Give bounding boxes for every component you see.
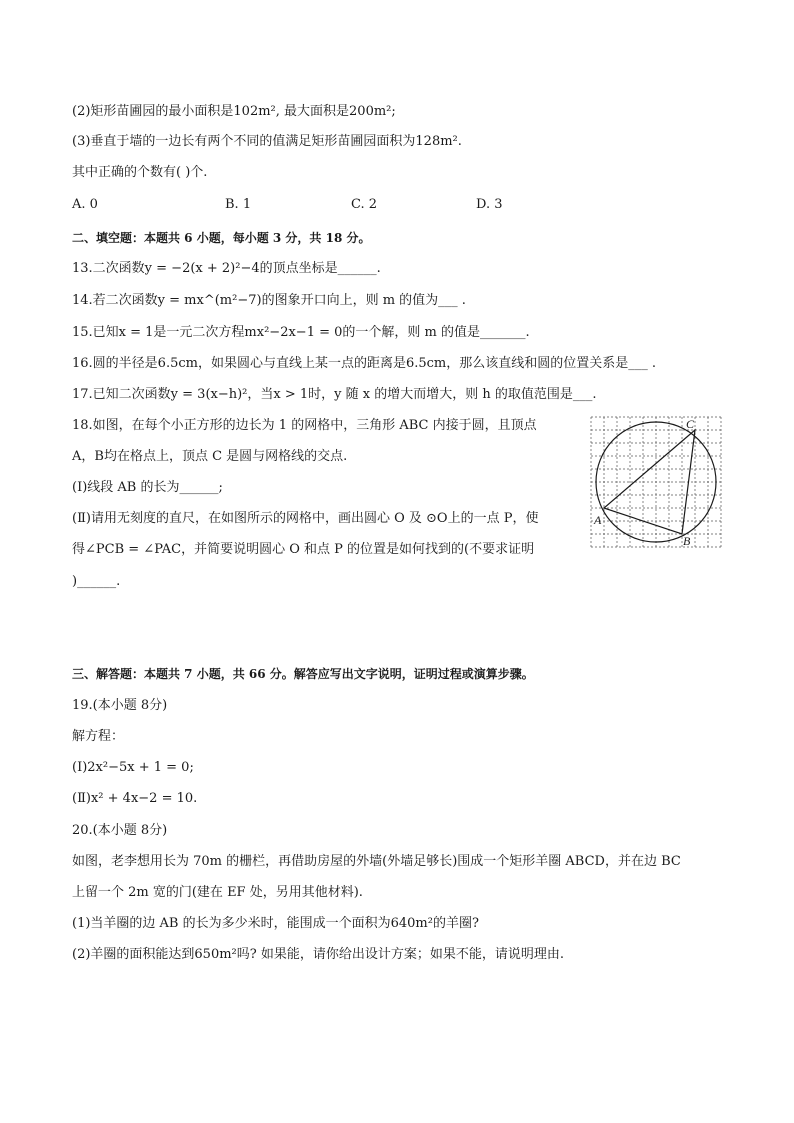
q18-figure <box>588 414 723 549</box>
q13-text: 13.二次函数y = −2(x + 2)²−4的顶点坐标是______. <box>72 261 381 276</box>
q20-stem-1: 如图，老李想用长为 70m 的栅栏，再借助房屋的外墙(外墙足够长)围成一个矩形羊圈 ABCD，并在边 BC <box>72 854 681 869</box>
q15-text: 15.已知x = 1是一元二次方程mx²−2x−1 = 0的一个解，则 m 的值是_______. <box>72 325 530 340</box>
section2-heading: 二、填空题：本题共 6 小题，每小题 3 分，共 18 分。 <box>72 231 371 245</box>
triangle-abc <box>604 430 695 534</box>
q19-instruction: 解方程： <box>72 729 125 744</box>
q18-part-2b: 得∠PCB = ∠PAC，并简要说明圆心 O 和点 P 的位置是如何找到的(不要求证明 <box>72 542 535 557</box>
q20-header: 20.(本小题 8分) <box>72 823 168 838</box>
q12-item-3: (3)垂直于墙的一边长有两个不同的值满足矩形苗圃园面积为128m². <box>72 134 462 149</box>
grid-lines <box>591 417 721 547</box>
q17-text: 17.已知二次函数y = 3(x−h)²，当x > 1时，y 随 x 的增大而增大，则 h 的取值范围是___. <box>72 387 597 402</box>
q18-part-2a: (Ⅱ)请用无刻度的直尺，在如图所示的网格中，画出圆心 O 及 ⊙O上的一点 P，使 <box>72 511 539 526</box>
label-a: A <box>594 513 602 527</box>
q12-option-a: A. 0 <box>72 197 98 212</box>
label-c: C <box>686 417 695 431</box>
q18-part-2c: )______. <box>72 574 121 589</box>
q19-equation-1: (Ⅰ)2x²−5x + 1 = 0; <box>72 760 194 775</box>
section3-heading: 三、解答题：本题共 7 小题，共 66 分。解答应写出文字说明，证明过程或演算步骤。 <box>72 667 534 681</box>
q19-header: 19.(本小题 8分) <box>72 698 168 713</box>
q12-stem: 其中正确的个数有( )个. <box>72 165 208 180</box>
q12-item-2: (2)矩形苗圃园的最小面积是102m², 最大面积是200m²; <box>72 104 396 119</box>
q16-text: 16.圆的半径是6.5cm，如果圆心与直线上某一点的距离是6.5cm，那么该直线和圆的位置关系是___ . <box>72 356 657 371</box>
q12-option-d: D. 3 <box>476 197 503 212</box>
label-b: B <box>683 534 691 548</box>
q14-text: 14.若二次函数y = mx^(m²−7)的图象开口向上，则 m 的值为___ . <box>72 293 466 308</box>
q18-line-2: A，B均在格点上，顶点 C 是圆与网格线的交点. <box>72 449 348 464</box>
q12-option-c: C. 2 <box>351 197 378 212</box>
q19-equation-2: (Ⅱ)x² + 4x−2 = 10. <box>72 791 198 806</box>
q12-option-b: B. 1 <box>225 197 252 212</box>
q18-part-1: (Ⅰ)线段 AB 的长为______; <box>72 480 223 495</box>
q18-line-1: 18.如图，在每个小正方形的边长为 1 的网格中，三角形 ABC 内接于圆，且顶点 <box>72 418 537 433</box>
q20-stem-2: 上留一个 2m 宽的门(建在 EF 处，另用其他材料). <box>72 885 363 900</box>
q20-part-2: (2)羊圈的面积能达到650m²吗? 如果能，请你给出设计方案；如果不能，请说明理由. <box>72 947 565 962</box>
q20-part-1: (1)当羊圈的边 AB 的长为多少米时，能围成一个面积为640m²的羊圈? <box>72 916 479 931</box>
